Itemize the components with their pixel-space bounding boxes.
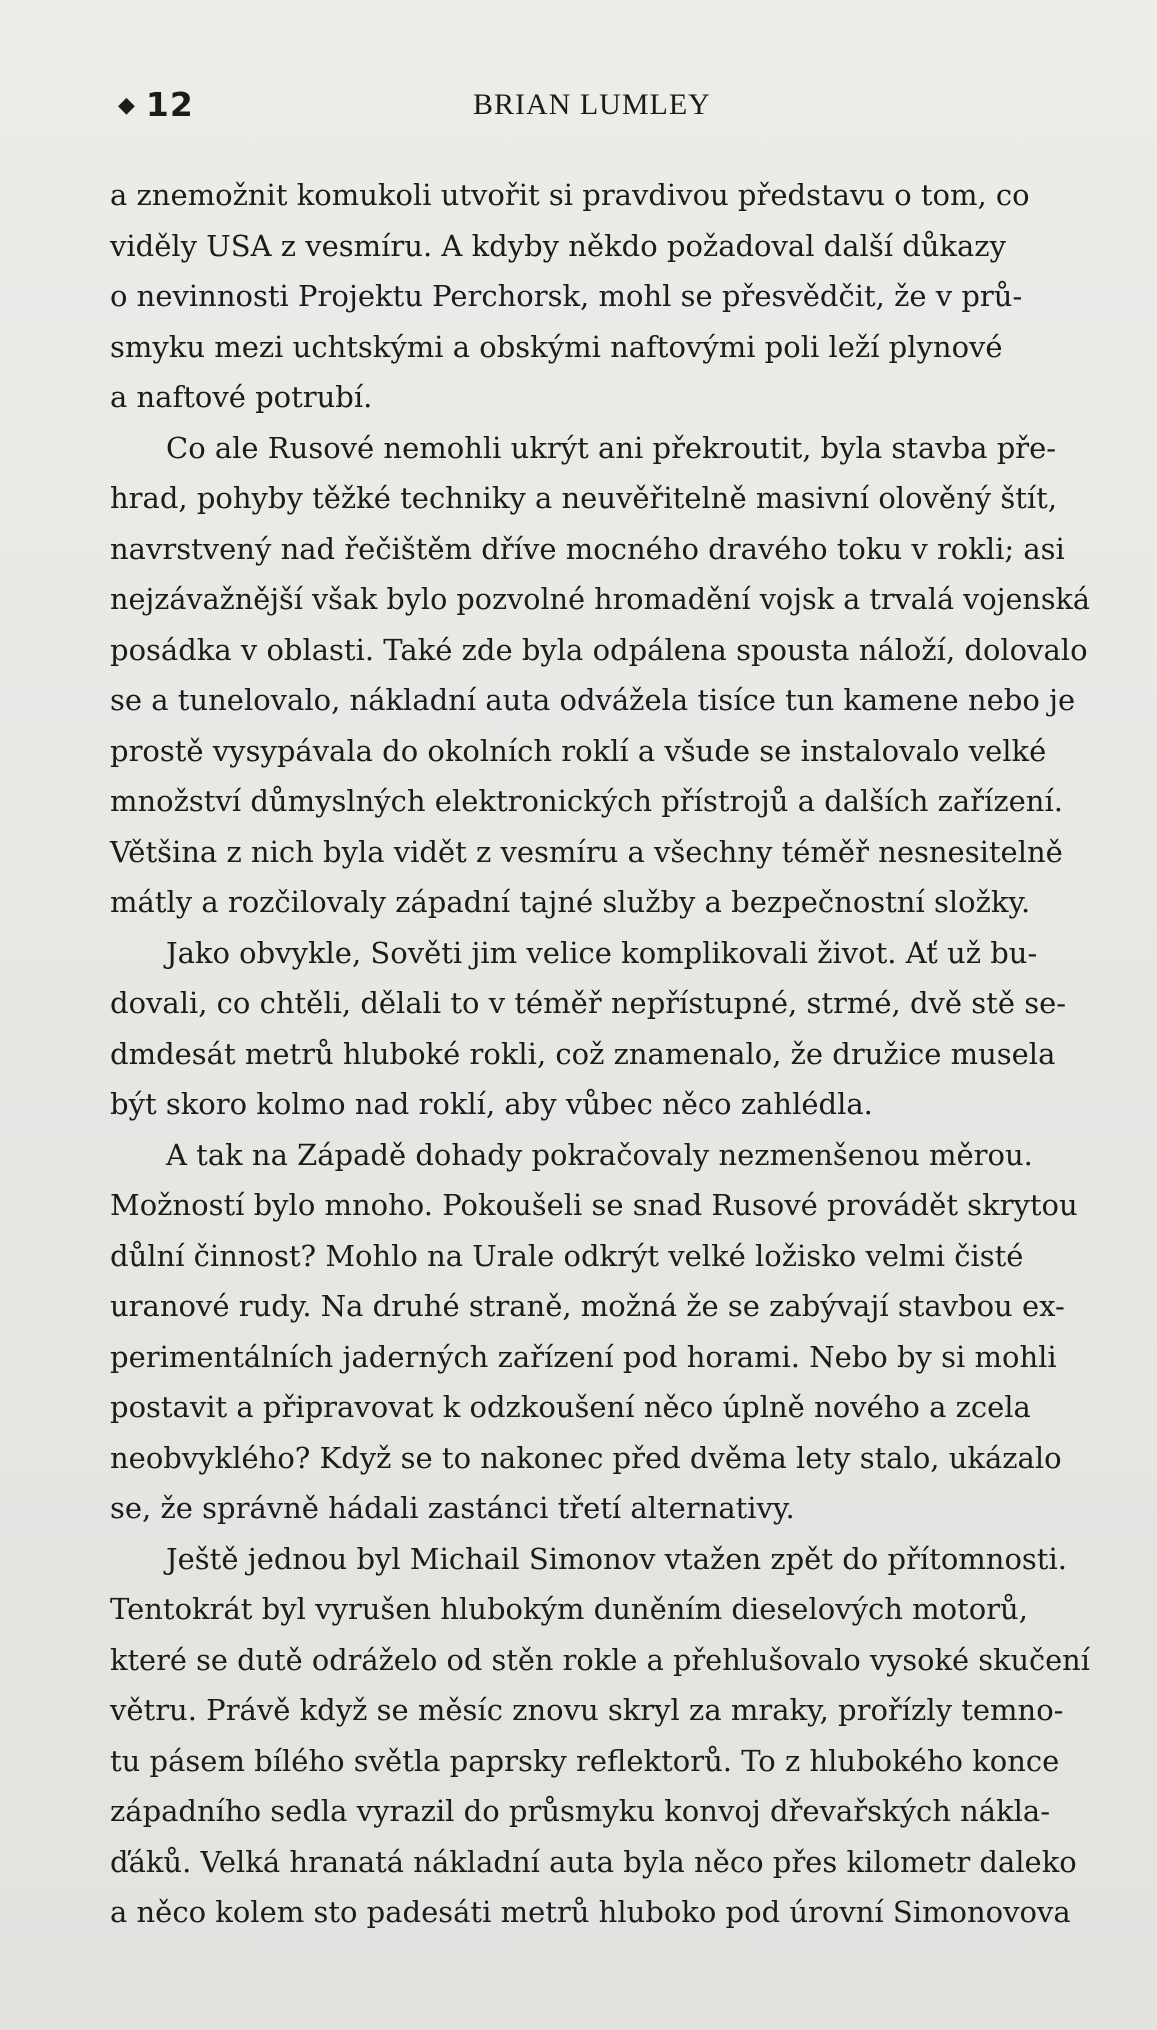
text-line: Co ale Rusové nemohli ukrýt ani překroutit, byla stavba pře-	[166, 430, 1057, 465]
diamond-ornament-icon: ◆	[118, 93, 136, 118]
page-number	[118, 80, 194, 131]
text-line: se a tunelovalo, nákladní auta odvážela tisíce tun kamene nebo je	[110, 683, 1076, 717]
text-line: dovali, co chtěli, dělali to v téměř nepřístupné, strmé, dvě stě se-	[110, 986, 1067, 1020]
text-line: Možností bylo mnoho. Pokoušeli se snad Rusové provádět skrytou	[110, 1188, 1078, 1222]
text-line: Tentokrát byl vyrušen hlubokým duněním dieselových motorů,	[110, 1592, 1028, 1626]
text-line: důlní činnost? Mohlo na Urale odkrýt velké ložisko velmi čisté	[110, 1238, 1024, 1273]
text-line: západního sedla vyrazil do průsmyku konvoj dřevařských nákla-	[110, 1794, 1050, 1828]
text-line: dmdesát metrů hluboké rokli, což znamenalo, že družice musela	[110, 1036, 1056, 1071]
text-line: neobvyklého? Když se to nakonec před dvěma lety stalo, ukázalo	[110, 1440, 1062, 1475]
text-line: se, že správně hádali zastánci třetí alternativy.	[110, 1491, 795, 1525]
text-line: navrstvený nad řečištěm dříve mocného dravého toku v rokli; asi	[110, 531, 1065, 566]
text-line: A tak na Západě dohady pokračovaly nezmenšenou měrou.	[166, 1137, 1033, 1172]
text-line: být skoro kolmo nad roklí, aby vůbec něco zahlédla.	[110, 1087, 873, 1121]
running-head-author: BRIAN LUMLEY	[473, 88, 711, 121]
text-line: prostě vysypávala do okolních roklí a všude se instalovalo velké	[110, 733, 1047, 768]
text-line: Většina z nich byla vidět z vesmíru a všechny téměř nesnesitelně	[110, 834, 1063, 869]
text-line: nejzávažnější však bylo pozvolné hromadění vojsk a trvalá vojenská	[110, 582, 1090, 616]
text-line: tu pásem bílého světla paprsky reflektorů. To z hlubokého konce	[110, 1743, 1060, 1778]
text-line: viděly USA z vesmíru. A kdyby někdo požadoval další důkazy	[110, 228, 1006, 263]
text-line: které se dutě odráželo od stěn rokle a přehlušovalo vysoké skučení	[110, 1642, 1090, 1677]
text-line: ďáků. Velká hranatá nákladní auta byla něco přes kilometr daleko	[110, 1844, 1077, 1879]
page-number-text: 12	[145, 85, 194, 124]
text-line: a něco kolem sto padesáti metrů hluboko pod úrovní Simonovova	[110, 1895, 1071, 1929]
text-line: větru. Právě když se měsíc znovu skryl za mraky, prořízly temno-	[110, 1693, 1064, 1727]
text-line: Ještě jednou byl Michail Simonov vtažen zpět do přítomnosti.	[166, 1541, 1067, 1576]
text-line: a znemožnit komukoli utvořit si pravdivou představu o tom, co	[110, 178, 1030, 212]
body-text	[110, 170, 1090, 1938]
text-line: Jako obvykle, Sověti jim velice komplikovali život. Ať už bu-	[166, 935, 1038, 970]
page-header	[118, 80, 1068, 130]
text-line: o nevinnosti Projektu Perchorsk, mohl se přesvědčit, že v prů-	[110, 279, 1023, 313]
text-line: a naftové potrubí.	[110, 380, 373, 414]
text-line: mátly a rozčilovaly západní tajné služby a bezpečnostní složky.	[110, 885, 1031, 919]
text-line: postavit a připravovat k odzkoušení něco úplně nového a zcela	[110, 1390, 1031, 1424]
text-line: posádka v oblasti. Také zde byla odpálena spousta náloží, dolovalo	[110, 632, 1088, 667]
text-line: uranové rudy. Na druhé straně, možná že se zabývají stavbou ex-	[110, 1289, 1065, 1323]
text-line: smyku mezi uchtskými a obskými naftovými poli leží plynové	[110, 329, 1003, 364]
text-line: hrad, pohyby těžké techniky a neuvěřitelně masivní olověný štít,	[110, 481, 1058, 515]
text-line: množství důmyslných elektronických přístrojů a dalších zařízení.	[110, 784, 1063, 818]
text-line: perimentálních jaderných zařízení pod horami. Nebo by si mohli	[110, 1339, 1057, 1374]
